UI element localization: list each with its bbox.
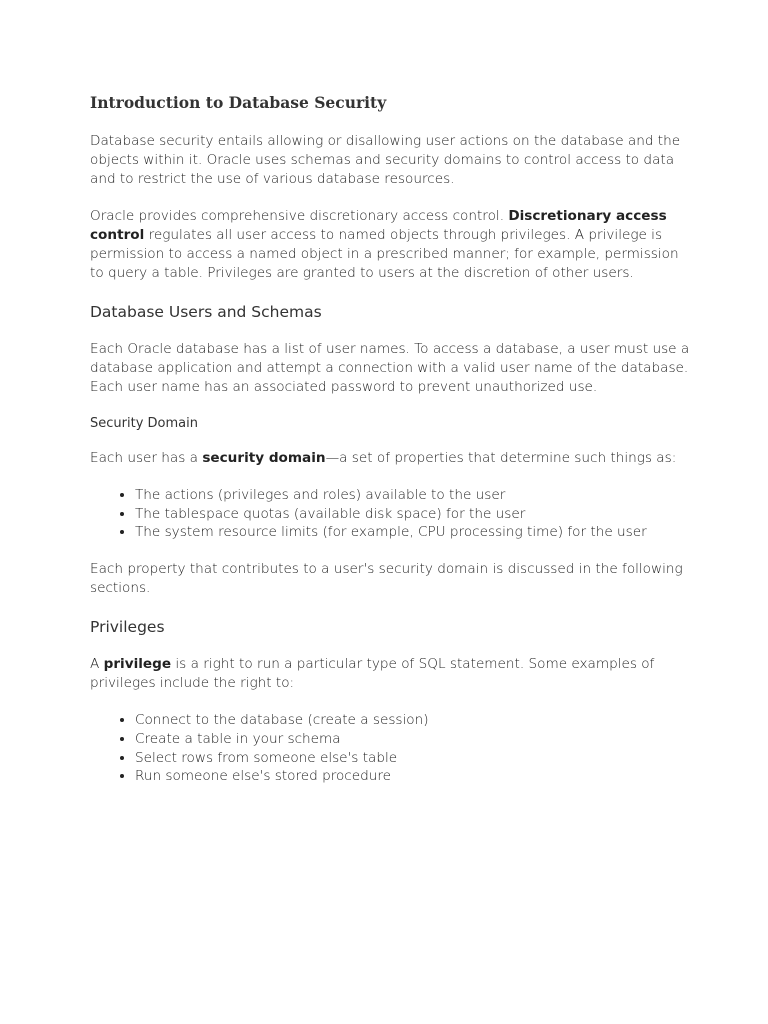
security-domain-intro xyxy=(90,449,690,468)
list-item: • Connect to the database (create a session) xyxy=(135,711,690,730)
privileges-intro-before: A xyxy=(90,656,104,673)
intro-p2-text-before: Oracle provides comprehensive discretionary access control. xyxy=(90,208,509,224)
list-item: • Select rows from someone else's table xyxy=(135,749,690,768)
list-item: • Run someone else's stored procedure xyxy=(135,767,690,786)
security-domain-closing: Each property that contributes to a user's security domain is discussed in the following sections. xyxy=(90,561,683,597)
document-page xyxy=(90,92,690,804)
document-title: Introduction to Database Security xyxy=(90,93,387,112)
users-schemas-paragraph: Each Oracle database has a list of user names. To access a database, a user must use a database application and attempt a connection with a valid user name of the database. Each user name has an associated password to prevent unauthorized use. xyxy=(90,341,690,395)
intro-paragraph-1: Database security entails allowing or disallowing user actions on the database and the objects within it. Oracle uses schemas and security domains to control access to data and to restrict the use of various database resources. xyxy=(90,133,681,187)
privileges-intro-after: is a right to run a particular type of SQL statement. Some examples of privileges include the right to: xyxy=(90,656,655,692)
list-item: • Create a table in your schema xyxy=(135,730,690,749)
intro-paragraph-2 xyxy=(90,207,690,283)
security-domain-intro-before: Each user has a xyxy=(90,450,203,466)
security-domain-list xyxy=(90,486,690,542)
users-schemas-heading: Database Users and Schemas xyxy=(90,303,322,321)
privileges-list xyxy=(90,711,690,786)
list-item: • The actions (privileges and roles) available to the user xyxy=(135,486,690,505)
privileges-bold-term: privilege xyxy=(103,656,172,673)
intro-p2-text-after: regulates all user access to named objects through privileges. A privilege is permission to access a named object in a prescribed manner; for example, permission to query a table. Privileges are granted to users at the discretion of other users. xyxy=(90,227,679,281)
security-domain-intro-after: —a set of properties that determine such things as: xyxy=(325,450,677,466)
privileges-heading: Privileges xyxy=(90,618,165,637)
list-item: • The system resource limits (for example, CPU processing time) for the user xyxy=(135,523,690,542)
list-item: • The tablespace quotas (available disk space) for the user xyxy=(135,505,690,524)
security-domain-bold-term: security domain xyxy=(202,450,326,466)
security-domain-heading: Security Domain xyxy=(90,416,198,431)
intro-p2-bold-term: Discretionary access control xyxy=(90,208,667,243)
privileges-intro xyxy=(90,655,690,693)
